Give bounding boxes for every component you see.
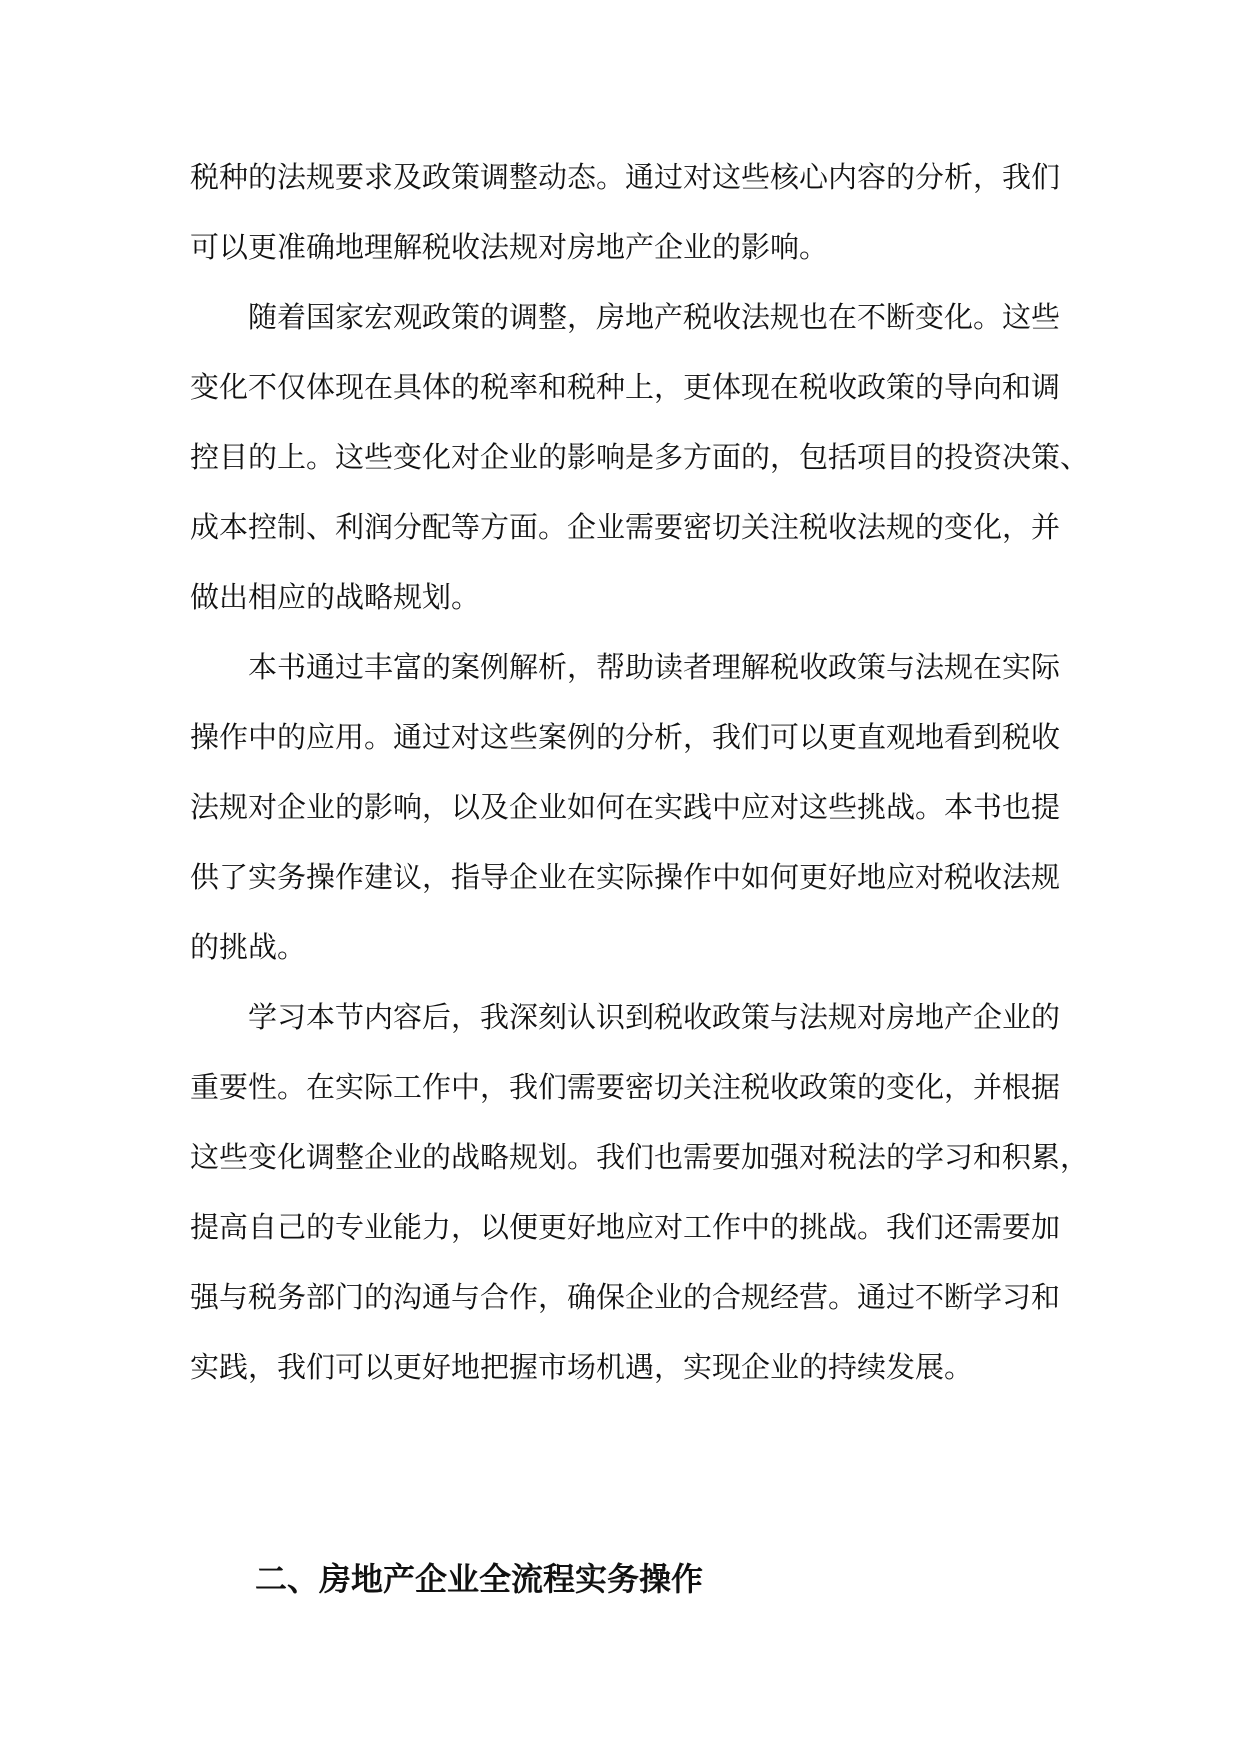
text-line: 操作中的应用。通过对这些案例的分析，我们可以更直观地看到税收 bbox=[190, 720, 1061, 754]
text-line: 这些变化调整企业的战略规划。我们也需要加强对税法的学习和积累， bbox=[190, 1140, 1090, 1174]
text-line: 重要性。在实际工作中，我们需要密切关注税收政策的变化，并根据 bbox=[190, 1070, 1061, 1104]
text-line: 本书通过丰富的案例解析，帮助读者理解税收政策与法规在实际 bbox=[190, 650, 1061, 684]
text-line: 实践，我们可以更好地把握市场机遇，实现企业的持续发展。 bbox=[190, 1350, 974, 1384]
text-line: 供了实务操作建议，指导企业在实际操作中如何更好地应对税收法规 bbox=[190, 860, 1061, 894]
text-line: 成本控制、利润分配等方面。企业需要密切关注税收法规的变化，并 bbox=[190, 510, 1061, 544]
text-line: 学习本节内容后，我深刻认识到税收政策与法规对房地产企业的 bbox=[190, 1000, 1061, 1034]
text-line: 可以更准确地理解税收法规对房地产企业的影响。 bbox=[190, 230, 829, 264]
text-line: 税种的法规要求及政策调整动态。通过对这些核心内容的分析，我们 bbox=[190, 160, 1061, 194]
text-line: 法规对企业的影响，以及企业如何在实践中应对这些挑战。本书也提 bbox=[190, 790, 1061, 824]
section-heading: 二、房地产企业全流程实务操作 bbox=[255, 1560, 704, 1598]
text-line: 强与税务部门的沟通与合作，确保企业的合规经营。通过不断学习和 bbox=[190, 1280, 1061, 1314]
text-line: 提高自己的专业能力，以便更好地应对工作中的挑战。我们还需要加 bbox=[190, 1210, 1061, 1244]
text-line: 做出相应的战略规划。 bbox=[190, 580, 481, 614]
text-line: 的挑战。 bbox=[190, 930, 307, 964]
body-text bbox=[190, 142, 1090, 1402]
text-line: 控目的上。这些变化对企业的影响是多方面的，包括项目的投资决策、 bbox=[190, 440, 1090, 474]
text-line: 变化不仅体现在具体的税率和税种上，更体现在税收政策的导向和调 bbox=[190, 370, 1061, 404]
text-line: 随着国家宏观政策的调整，房地产税收法规也在不断变化。这些 bbox=[190, 300, 1061, 334]
